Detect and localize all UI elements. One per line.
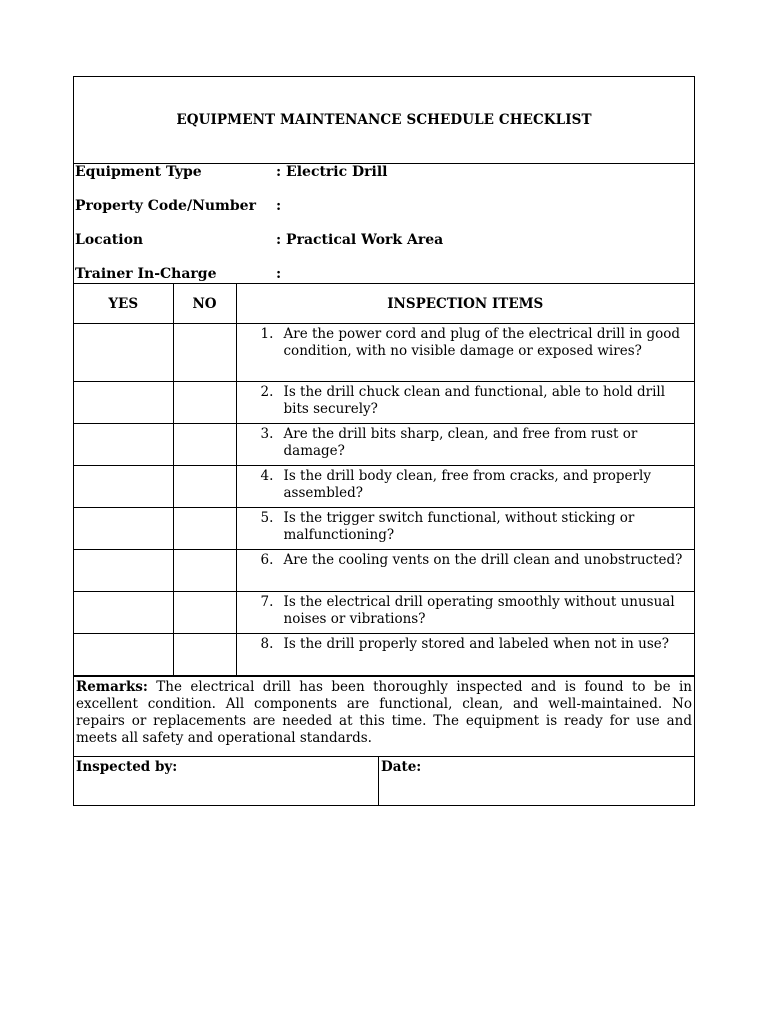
document-title: EQUIPMENT MAINTENANCE SCHEDULE CHECKLIST [74, 77, 694, 164]
no-check-cell[interactable] [173, 382, 236, 424]
item-text: Is the trigger switch functional, without sticking or malfunctioning? [283, 510, 635, 543]
column-header-no: NO [173, 284, 236, 324]
remarks-text: The electrical drill has been thoroughly inspected and is found to be in excellent condition. All components are functional, clean, and well-maintained. No repairs or replacements are needed at this time. The equipment is ready for use and meets all safety and operational standards. [76, 679, 692, 746]
no-check-cell[interactable] [173, 466, 236, 508]
table-row [74, 324, 694, 382]
yes-check-cell[interactable] [74, 324, 173, 382]
column-header-items: INSPECTION ITEMS [236, 284, 694, 324]
equipment-info [74, 164, 694, 284]
table-row [74, 592, 694, 634]
table-header-row [74, 284, 694, 324]
date-label: Date: [381, 759, 422, 775]
no-check-cell[interactable] [173, 424, 236, 466]
info-row-location [75, 232, 443, 248]
no-check-cell[interactable] [173, 592, 236, 634]
item-number: 6. [260, 552, 274, 568]
table-row [74, 424, 694, 466]
date-field[interactable] [379, 757, 694, 805]
inspection-item-cell [236, 634, 694, 676]
inspected-by-field[interactable] [74, 757, 379, 805]
info-label: Property Code/Number [75, 198, 256, 214]
inspection-item-cell [236, 508, 694, 550]
table-row [74, 550, 694, 592]
table-row [74, 466, 694, 508]
table-row [74, 508, 694, 550]
info-row-property-code [75, 198, 281, 214]
inspection-item-cell [236, 550, 694, 592]
inspection-item-cell [236, 324, 694, 382]
info-value: : Electric Drill [276, 164, 388, 180]
info-value: : Practical Work Area [276, 232, 444, 248]
item-text: Is the drill properly stored and labeled when not in use? [283, 636, 670, 652]
item-text: Is the electrical drill operating smoothly without unusual noises or vibrations? [283, 594, 675, 627]
item-text: Are the cooling vents on the drill clean and unobstructed? [283, 552, 683, 568]
item-number: 5. [260, 510, 274, 526]
yes-check-cell[interactable] [74, 466, 173, 508]
remarks-label: Remarks: [76, 679, 148, 695]
item-number: 7. [260, 594, 274, 610]
item-number: 8. [260, 636, 274, 652]
info-label: Equipment Type [75, 164, 202, 180]
yes-check-cell[interactable] [74, 382, 173, 424]
yes-check-cell[interactable] [74, 550, 173, 592]
yes-check-cell[interactable] [74, 634, 173, 676]
info-row-equipment-type [75, 164, 388, 180]
item-text: Is the drill chuck clean and functional, able to hold drill bits securely? [283, 384, 666, 417]
inspection-item-cell [236, 424, 694, 466]
yes-check-cell[interactable] [74, 508, 173, 550]
item-number: 3. [260, 426, 274, 442]
no-check-cell[interactable] [173, 550, 236, 592]
inspection-item-cell [236, 592, 694, 634]
info-label: Trainer In-Charge [75, 266, 217, 282]
info-label: Location [75, 232, 144, 248]
yes-check-cell[interactable] [74, 424, 173, 466]
item-text: Is the drill body clean, free from cracks, and properly assembled? [283, 468, 651, 501]
no-check-cell[interactable] [173, 324, 236, 382]
item-text: Are the power cord and plug of the electrical drill in good condition, with no visible damage or exposed wires? [283, 326, 681, 359]
info-value: : [276, 198, 282, 214]
no-check-cell[interactable] [173, 634, 236, 676]
column-header-yes: YES [74, 284, 173, 324]
no-check-cell[interactable] [173, 508, 236, 550]
item-number: 2. [260, 384, 274, 400]
yes-check-cell[interactable] [74, 592, 173, 634]
info-value: : [276, 266, 282, 282]
inspected-by-label: Inspected by: [76, 759, 178, 775]
table-row [74, 634, 694, 676]
table-row [74, 382, 694, 424]
inspection-item-cell [236, 466, 694, 508]
inspection-table [74, 284, 694, 676]
item-text: Are the drill bits sharp, clean, and free from rust or damage? [283, 426, 638, 459]
info-row-trainer [75, 266, 281, 282]
remarks-section [74, 676, 694, 757]
inspection-item-cell [236, 382, 694, 424]
signoff-row [74, 757, 694, 805]
item-number: 1. [260, 326, 274, 342]
checklist-document [73, 76, 695, 806]
item-number: 4. [260, 468, 274, 484]
